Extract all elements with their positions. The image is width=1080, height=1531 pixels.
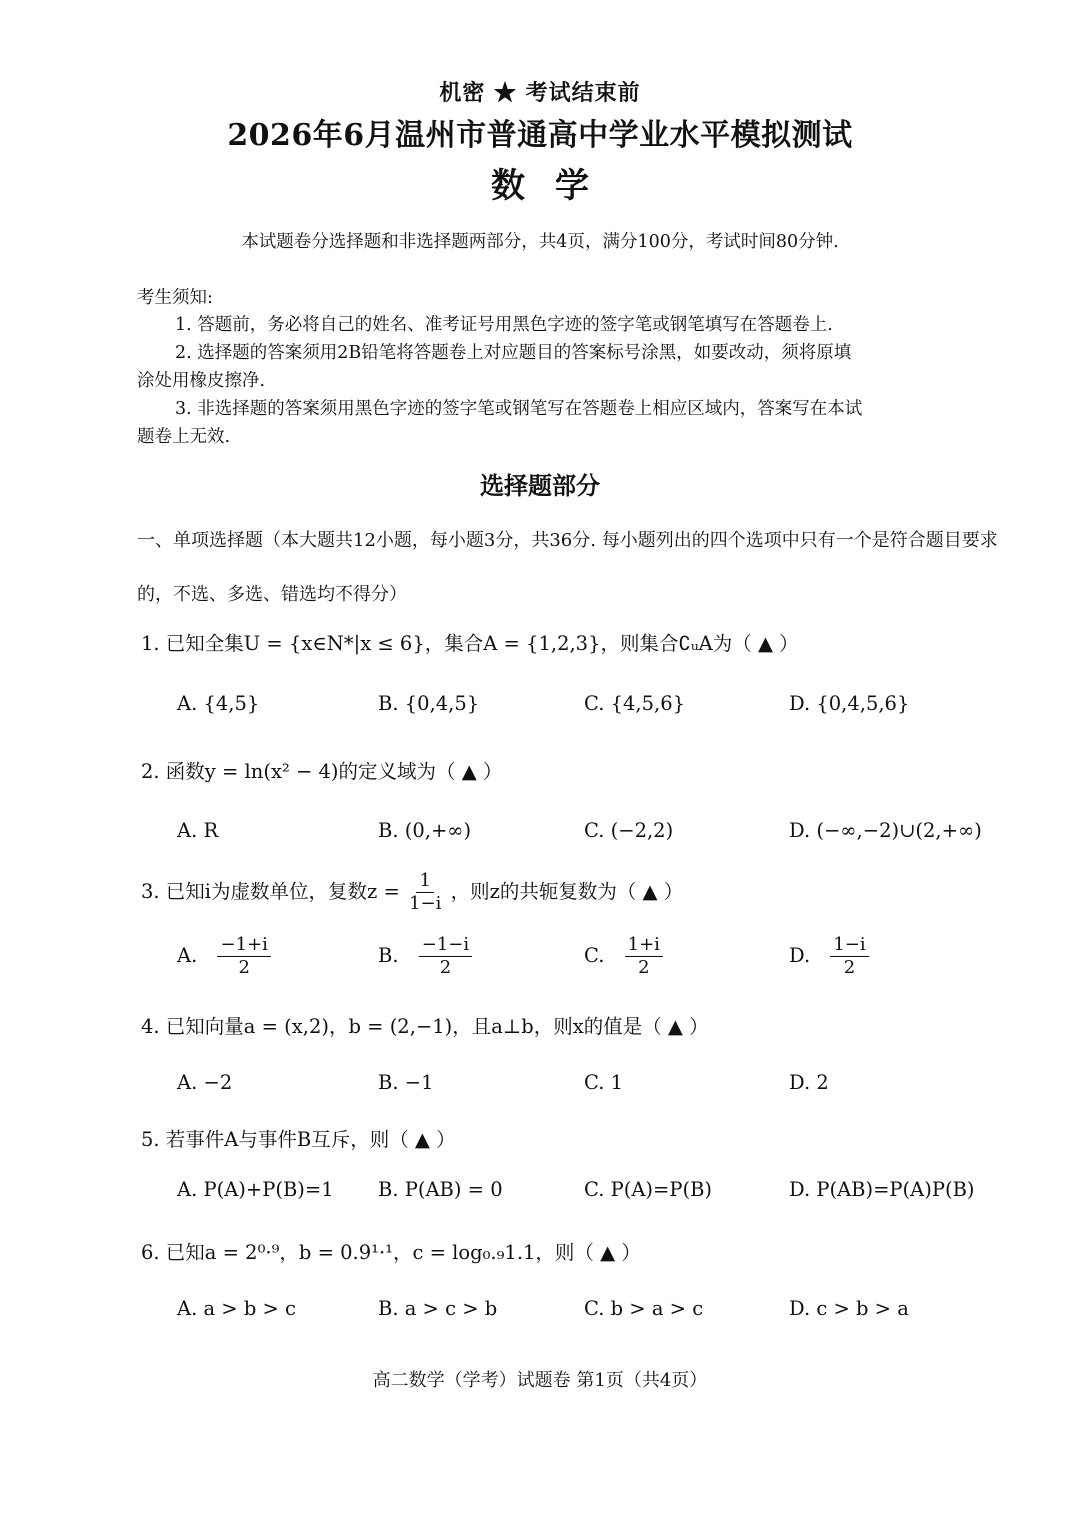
q1-option-d: D. {0,4,5,6} xyxy=(789,692,910,715)
part-instructions: 一、单项选择题（本大题共12小题，每小题3分，共36分. 每小题列出的四个选项中只有一个是符合题目要求的，不选、多选、错选均不得分） xyxy=(137,530,998,605)
q4-option-b: B. −1 xyxy=(378,1071,434,1094)
notice-item-3-cont: 题卷上无效. xyxy=(137,427,231,447)
q3-option-a-num: −1+i xyxy=(217,934,270,957)
notice-item-2: 2. 选择题的答案须用2B铅笔将答题卷上对应题目的答案标号涂黑，如要改动，须将原填 xyxy=(175,343,852,363)
subject-title: 数学 xyxy=(491,166,619,206)
section-title: 选择题部分 xyxy=(480,471,600,500)
q4-option-d: D. 2 xyxy=(789,1071,829,1094)
question-6: 6. 已知a = 2⁰·⁹，b = 0.9¹·¹，c = log₀.₉1.1，则（ ▲ ） xyxy=(141,1241,641,1264)
question-4: 4. 已知向量a = (x,2)，b = (2,−1)，且a⊥b，则x的值是（ ▲ ） xyxy=(141,1015,709,1038)
q3-option-a-label: A. xyxy=(177,944,198,967)
exam-intro: 本试题卷分选择题和非选择题两部分，共4页，满分100分，考试时间80分钟. xyxy=(241,232,839,252)
q5-option-b: B. P(AB) = 0 xyxy=(378,1178,503,1201)
q3-option-c-den: 2 xyxy=(638,957,650,978)
q3-option-d xyxy=(789,934,869,979)
q5-option-d: D. P(AB)=P(A)P(B) xyxy=(789,1178,975,1201)
exam-title: 2026年6月温州市普通高中学业水平模拟测试 xyxy=(227,118,853,153)
q3-option-c-fraction xyxy=(625,934,663,979)
q2-option-a: A. R xyxy=(177,819,219,842)
q4-option-c: C. 1 xyxy=(584,1071,624,1094)
q6-option-c: C. b > a > c xyxy=(584,1297,704,1320)
q3-option-a xyxy=(177,934,271,979)
notice-item-3: 3. 非选择题的答案须用黑色字迹的签字笔或钢笔写在答题卷上相应区域内，答案写在本试 xyxy=(175,399,863,419)
q3-option-c-num: 1+i xyxy=(625,934,663,957)
page-footer: 高二数学（学考）试题卷 第1页（共4页） xyxy=(372,1370,708,1391)
q6-option-d: D. c > b > a xyxy=(789,1297,909,1320)
q3-option-b-den: 2 xyxy=(439,957,452,978)
q1-option-c: C. {4,5,6} xyxy=(584,692,686,715)
q3-option-b xyxy=(378,934,472,979)
q1-option-b: B. {0,4,5} xyxy=(378,692,480,715)
q3-stem-pre: 3. 已知i为虚数单位，复数z = xyxy=(141,880,400,903)
question-5: 5. 若事件A与事件B互斥，则（ ▲ ） xyxy=(141,1128,456,1151)
question-1: 1. 已知全集U = {x∈N*|x ≤ 6}，集合A = {1,2,3}，则集合∁ᵤA为（ ▲ ） xyxy=(141,632,799,655)
question-3 xyxy=(141,870,683,915)
q3-fraction xyxy=(406,870,444,915)
notice-item-2-cont: 涂处用橡皮擦净. xyxy=(137,371,266,391)
q3-option-b-label: B. xyxy=(378,944,399,967)
q3-stem-post: ，则z的共轭复数为（ ▲ ） xyxy=(450,880,684,903)
q3-option-d-den: 2 xyxy=(843,957,856,978)
q3-option-d-label: D. xyxy=(789,944,811,967)
q2-option-c: C. (−2,2) xyxy=(584,819,674,842)
confidential-label: 机密 ★ 考试结束前 xyxy=(439,80,641,106)
q3-option-a-den: 2 xyxy=(238,957,250,978)
q3-option-b-fraction xyxy=(419,934,472,979)
q3-option-c-label: C. xyxy=(584,944,605,967)
q4-option-a: A. −2 xyxy=(177,1071,233,1094)
notice-item-1: 1. 答题前，务必将自己的姓名、准考证号用黑色字迹的签字笔或钢笔填写在答题卷上. xyxy=(175,315,833,335)
q3-denominator: 1−i xyxy=(409,893,442,914)
notice-heading: 考生须知: xyxy=(137,288,213,308)
q2-option-b: B. (0,+∞) xyxy=(378,819,472,842)
q5-option-a: A. P(A)+P(B)=1 xyxy=(177,1178,334,1201)
q2-option-d: D. (−∞,−2)∪(2,+∞) xyxy=(789,819,982,842)
q5-option-c: C. P(A)=P(B) xyxy=(584,1178,713,1201)
q3-option-d-num: 1−i xyxy=(830,934,868,957)
q3-option-b-num: −1−i xyxy=(419,934,472,957)
q1-option-a: A. {4,5} xyxy=(177,692,260,715)
q3-option-c xyxy=(584,934,663,979)
q3-option-d-fraction xyxy=(830,934,868,979)
q6-option-a: A. a > b > c xyxy=(177,1297,296,1320)
q6-option-b: B. a > c > b xyxy=(378,1297,498,1320)
question-2: 2. 函数y = ln(x² − 4)的定义域为（ ▲ ） xyxy=(141,760,503,783)
q3-numerator: 1 xyxy=(416,870,433,893)
q3-option-a-fraction xyxy=(217,934,270,979)
